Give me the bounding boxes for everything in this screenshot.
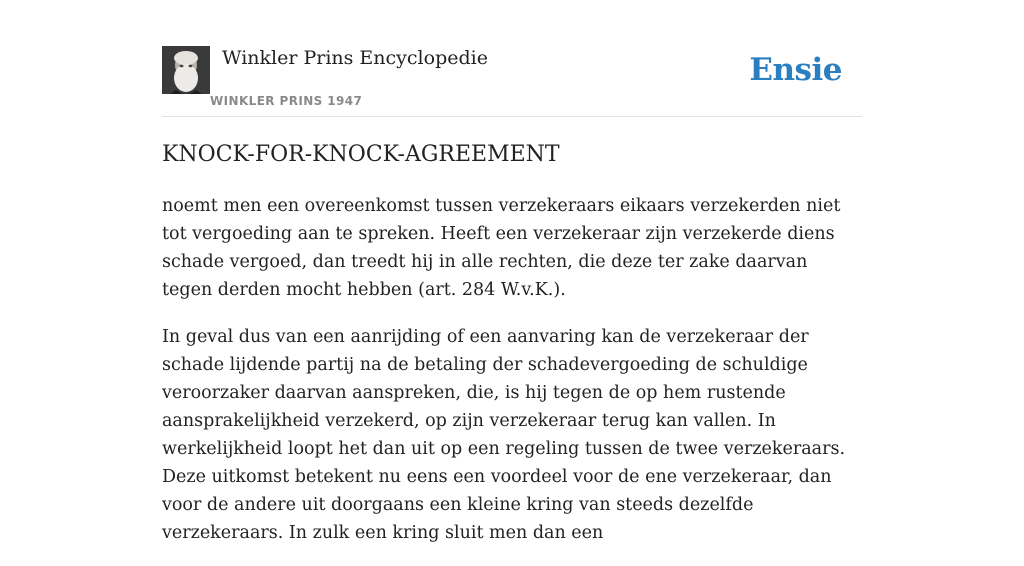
article-body — [162, 192, 862, 566]
source-header — [162, 46, 862, 117]
source-edition-label: WINKLER PRINS 1947 — [210, 94, 363, 108]
bearded-man-portrait-icon — [162, 46, 210, 94]
source-name-link[interactable]: Winkler Prins Encyclopedie — [222, 47, 488, 69]
avatar[interactable] — [162, 46, 210, 94]
article-paragraph: In geval dus van een aanrijding of een aanvaring kan de verzekeraar der schade lijdende partij na de betaling der schadevergoeding de schuldige veroorzaker daarvan aanspreken, die, is hij tegen de op hem rustende aansprakelijkheid verzekerd, op zijn verzekeraar terug kan vallen. In werkelijkheid loopt het dan uit op een regeling tussen de twee verzekeraars. Deze uitkomst betekent nu eens een voordeel voor de ene verzekeraar, dan voor de andere uit doorgaans een kleine kring van steeds dezelfde verzekeraars. In zulk een kring sluit men dan een — [162, 327, 846, 543]
article-paragraph: noemt men een overeenkomst tussen verzekeraars eikaars verzekerden niet tot vergoeding aan te spreken. Heeft een verzekeraar zijn verzekerde diens schade vergoed, dan treedt hij in alle rechten, die deze ter zake daarvan tegen derden mocht hebben (art. 284 W.v.K.). — [162, 196, 841, 300]
brand-logo[interactable]: Ensie — [749, 52, 842, 88]
article-title: KNOCK-FOR-KNOCK-AGREEMENT — [162, 142, 560, 167]
